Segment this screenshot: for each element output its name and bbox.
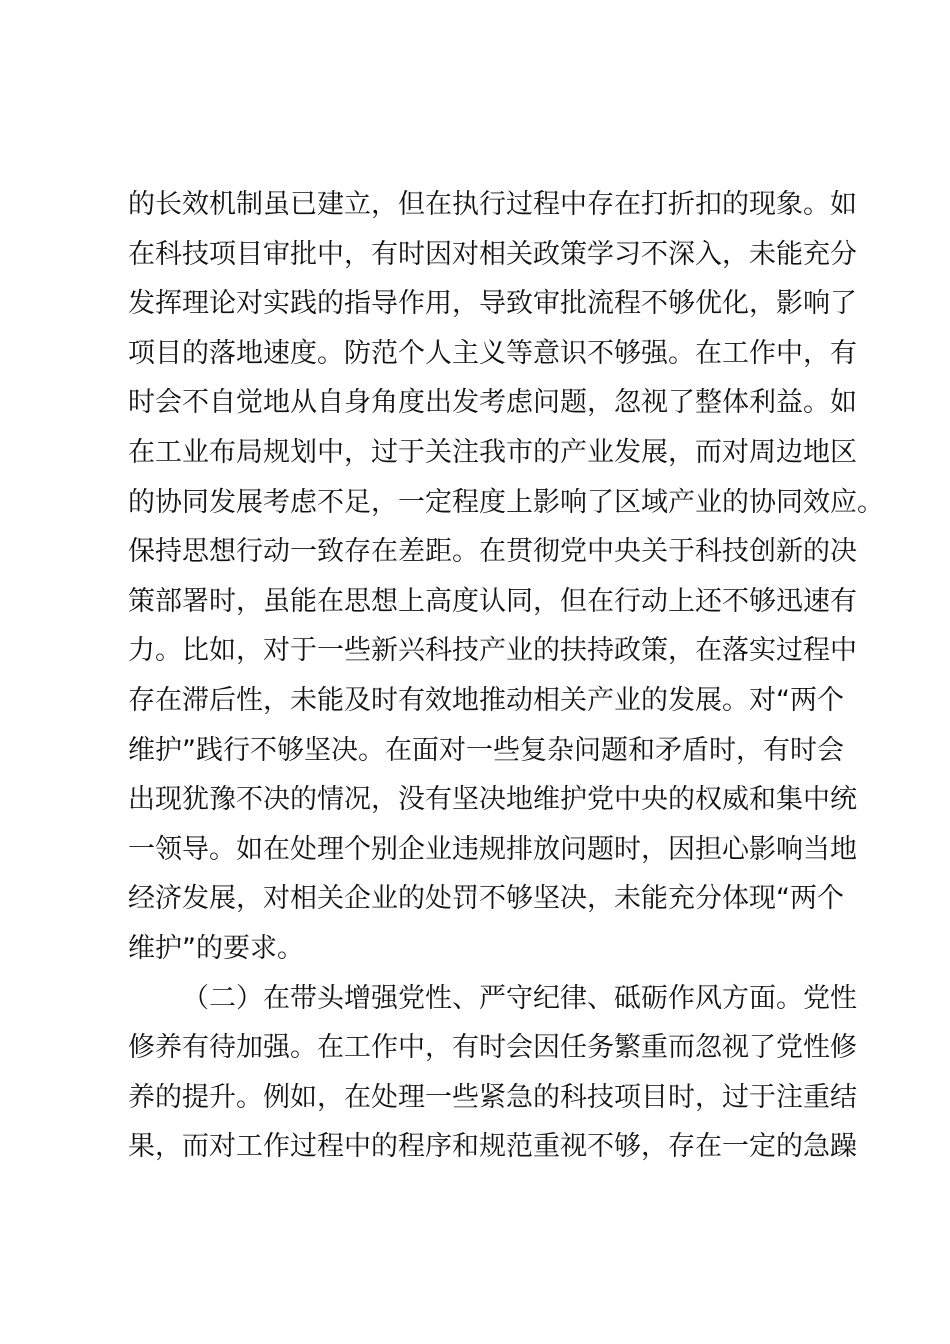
- text-line: 果，而对工作过程中的程序和规范重视不够，存在一定的急躁: [128, 1131, 857, 1163]
- text-line: 保持思想行动一致存在差距。在贯彻党中央关于科技创新的决: [128, 536, 857, 568]
- section-heading-line: （二）在带头增强党性、严守纪律、砥砺作风方面。党性: [182, 982, 857, 1014]
- text-line: 项目的落地速度。防范个人主义等意识不够强。在工作中，有: [128, 337, 857, 369]
- text-line: 在工业布局规划中，过于关注我市的产业发展，而对周边地区: [128, 436, 857, 468]
- text-line: 策部署时，虽能在思想上高度认同，但在行动上还不够迅速有: [128, 585, 857, 617]
- text-line: 时会不自觉地从自身角度出发考虑问题，忽视了整体利益。如: [128, 387, 857, 419]
- text-line: 维护”的要求。: [128, 932, 304, 964]
- text-line: 的长效机制虽已建立，但在执行过程中存在打折扣的现象。如: [128, 189, 857, 220]
- text-line: 出现犹豫不决的情况，没有坚决地维护党中央的权威和集中统: [128, 784, 857, 816]
- text-line: 养的提升。例如，在处理一些紧急的科技项目时，过于注重结: [128, 1081, 857, 1113]
- text-line: 修养有待加强。在工作中，有时会因任务繁重而忽视了党性修: [128, 1032, 857, 1064]
- text-line: 经济发展，对相关企业的处罚不够坚决，未能充分体现“两个: [128, 883, 844, 915]
- text-line: 发挥理论对实践的指导作用，导致审批流程不够优化，影响了: [128, 288, 857, 320]
- text-line: 一领导。如在处理个别企业违规排放问题时，因担心影响当地: [128, 833, 857, 865]
- body-text: [128, 180, 884, 1172]
- text-line: 存在滞后性，未能及时有效地推动相关产业的发展。对“两个: [128, 684, 844, 716]
- text-line: 的协同发展考虑不足，一定程度上影响了区域产业的协同效应。: [128, 486, 884, 518]
- text-line: 维护”践行不够坚决。在面对一些复杂问题和矛盾时，有时会: [128, 734, 844, 766]
- text-line: 力。比如，对于一些新兴科技产业的扶持政策，在落实过程中: [128, 635, 857, 667]
- text-line: 在科技项目审批中，有时因对相关政策学习不深入，未能充分: [128, 238, 857, 270]
